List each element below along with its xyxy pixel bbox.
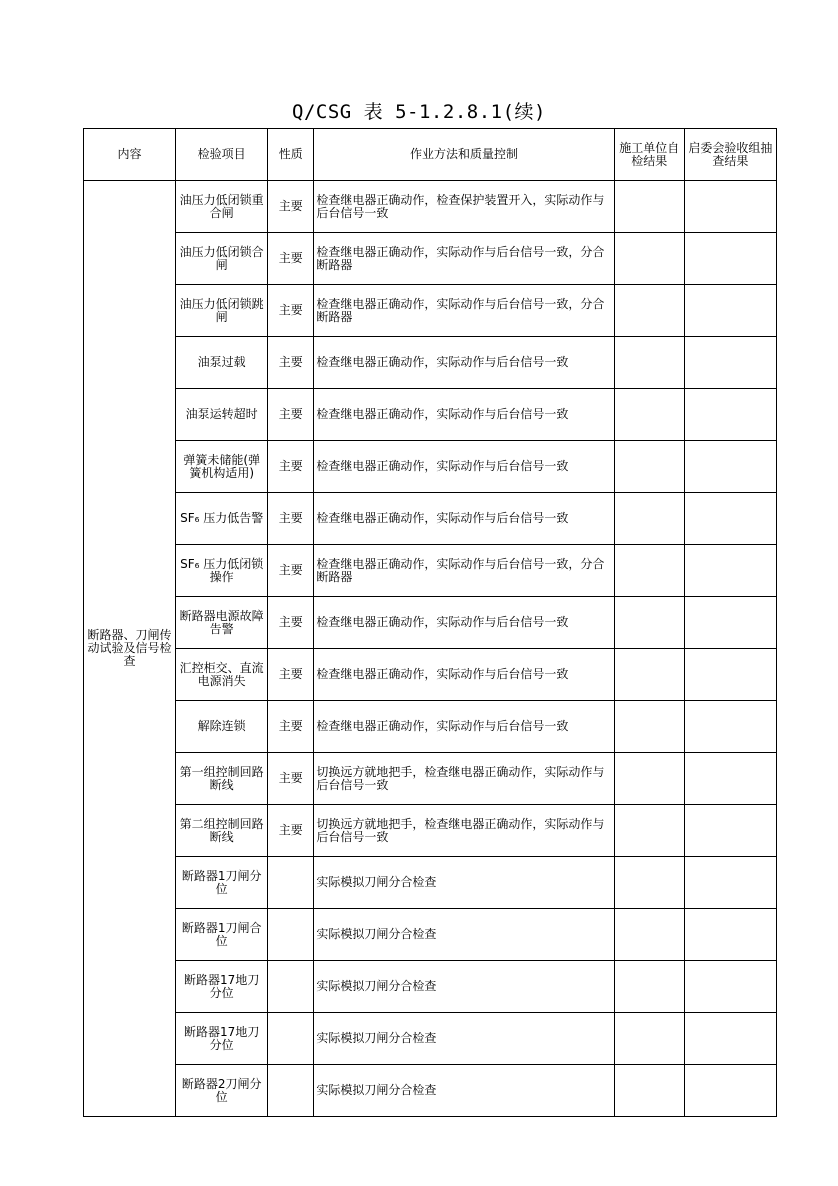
self-check-result-cell[interactable] [614,441,684,493]
method-cell: 检查继电器正确动作，实际动作与后台信号一致 [314,389,614,441]
self-check-result-cell[interactable] [614,597,684,649]
committee-check-result-cell[interactable] [684,441,776,493]
nature-cell: 主要 [268,493,314,545]
nature-cell: 主要 [268,389,314,441]
table-row [84,1065,777,1117]
header-content: 内容 [84,129,176,181]
nature-cell: 主要 [268,181,314,233]
nature-cell [268,961,314,1013]
table-row [84,181,777,233]
method-cell: 实际模拟刀闸分合检查 [314,909,614,961]
item-cell: 解除连锁 [176,701,268,753]
table-row [84,441,777,493]
committee-check-result-cell[interactable] [684,233,776,285]
table-row [84,909,777,961]
self-check-result-cell[interactable] [614,649,684,701]
item-cell: 油压力低闭锁跳闸 [176,285,268,337]
committee-check-result-cell[interactable] [684,181,776,233]
item-cell: SF₆ 压力低告警 [176,493,268,545]
table-row [84,701,777,753]
self-check-result-cell[interactable] [614,493,684,545]
header-self-check: 施工单位自检结果 [614,129,684,181]
self-check-result-cell[interactable] [614,701,684,753]
header-nature: 性质 [268,129,314,181]
item-cell: 断路器17地刀分位 [176,1013,268,1065]
nature-cell [268,1013,314,1065]
method-cell: 检查继电器正确动作，实际动作与后台信号一致 [314,649,614,701]
committee-check-result-cell[interactable] [684,337,776,389]
nature-cell: 主要 [268,285,314,337]
committee-check-result-cell[interactable] [684,857,776,909]
self-check-result-cell[interactable] [614,285,684,337]
table-row [84,649,777,701]
committee-check-result-cell[interactable] [684,961,776,1013]
nature-cell: 主要 [268,441,314,493]
self-check-result-cell[interactable] [614,961,684,1013]
self-check-result-cell[interactable] [614,1065,684,1117]
nature-cell [268,1065,314,1117]
nature-cell: 主要 [268,545,314,597]
committee-check-result-cell[interactable] [684,597,776,649]
committee-check-result-cell[interactable] [684,389,776,441]
method-cell: 检查继电器正确动作，实际动作与后台信号一致，分合断路器 [314,285,614,337]
header-row [84,129,777,181]
item-cell: 油压力低闭锁重合闸 [176,181,268,233]
nature-cell: 主要 [268,233,314,285]
table-row [84,857,777,909]
nature-cell [268,857,314,909]
nature-cell: 主要 [268,753,314,805]
method-cell: 检查继电器正确动作，实际动作与后台信号一致，分合断路器 [314,545,614,597]
committee-check-result-cell[interactable] [684,909,776,961]
self-check-result-cell[interactable] [614,389,684,441]
nature-cell [268,909,314,961]
committee-check-result-cell[interactable] [684,1065,776,1117]
item-cell: 断路器1刀闸分位 [176,857,268,909]
committee-check-result-cell[interactable] [684,285,776,337]
item-cell: SF₆ 压力低闭锁操作 [176,545,268,597]
committee-check-result-cell[interactable] [684,493,776,545]
page-title: Q/CSG 表 5-1.2.8.1(续) [292,101,546,123]
committee-check-result-cell[interactable] [684,649,776,701]
method-cell: 切换远方就地把手，检查继电器正确动作，实际动作与后台信号一致 [314,805,614,857]
content-group-cell: 断路器、刀闸传动试验及信号检查 [84,181,176,1117]
table-row [84,597,777,649]
item-cell: 第一组控制回路断线 [176,753,268,805]
method-cell: 检查继电器正确动作，实际动作与后台信号一致 [314,493,614,545]
self-check-result-cell[interactable] [614,233,684,285]
table-row [84,337,777,389]
self-check-result-cell[interactable] [614,753,684,805]
nature-cell: 主要 [268,649,314,701]
item-cell: 弹簧未储能(弹簧机构适用) [176,441,268,493]
self-check-result-cell[interactable] [614,181,684,233]
self-check-result-cell[interactable] [614,337,684,389]
method-cell: 检查继电器正确动作，检查保护装置开入，实际动作与后台信号一致 [314,181,614,233]
committee-check-result-cell[interactable] [684,805,776,857]
method-cell: 实际模拟刀闸分合检查 [314,1065,614,1117]
table-row [84,233,777,285]
header-method: 作业方法和质量控制 [314,129,614,181]
nature-cell: 主要 [268,597,314,649]
method-cell: 切换远方就地把手，检查继电器正确动作，实际动作与后台信号一致 [314,753,614,805]
committee-check-result-cell[interactable] [684,701,776,753]
item-cell: 断路器2刀闸分位 [176,1065,268,1117]
item-cell: 油泵运转超时 [176,389,268,441]
method-cell: 实际模拟刀闸分合检查 [314,857,614,909]
committee-check-result-cell[interactable] [684,545,776,597]
table-row [84,805,777,857]
committee-check-result-cell[interactable] [684,753,776,805]
item-cell: 油泵过载 [176,337,268,389]
self-check-result-cell[interactable] [614,1013,684,1065]
item-cell: 断路器电源故障告警 [176,597,268,649]
item-cell: 油压力低闭锁合闸 [176,233,268,285]
inspection-table [83,128,777,1117]
method-cell: 实际模拟刀闸分合检查 [314,961,614,1013]
table-row [84,961,777,1013]
item-cell: 汇控柜交、直流电源消失 [176,649,268,701]
self-check-result-cell[interactable] [614,545,684,597]
committee-check-result-cell[interactable] [684,1013,776,1065]
header-item: 检验项目 [176,129,268,181]
item-cell: 第二组控制回路断线 [176,805,268,857]
method-cell: 检查继电器正确动作，实际动作与后台信号一致 [314,337,614,389]
method-cell: 检查继电器正确动作，实际动作与后台信号一致 [314,441,614,493]
table-row [84,545,777,597]
item-cell: 断路器1刀闸合位 [176,909,268,961]
table-row [84,753,777,805]
nature-cell: 主要 [268,701,314,753]
method-cell: 检查继电器正确动作，实际动作与后台信号一致 [314,597,614,649]
item-cell: 断路器17地刀分位 [176,961,268,1013]
method-cell: 检查继电器正确动作，实际动作与后台信号一致，分合断路器 [314,233,614,285]
self-check-result-cell[interactable] [614,909,684,961]
nature-cell: 主要 [268,337,314,389]
table-row [84,285,777,337]
table-body [84,181,777,1117]
table-row [84,493,777,545]
method-cell: 检查继电器正确动作，实际动作与后台信号一致 [314,701,614,753]
nature-cell: 主要 [268,805,314,857]
self-check-result-cell[interactable] [614,857,684,909]
table-row [84,1013,777,1065]
self-check-result-cell[interactable] [614,805,684,857]
method-cell: 实际模拟刀闸分合检查 [314,1013,614,1065]
table-row [84,389,777,441]
header-committee-check: 启委会验收组抽查结果 [684,129,776,181]
